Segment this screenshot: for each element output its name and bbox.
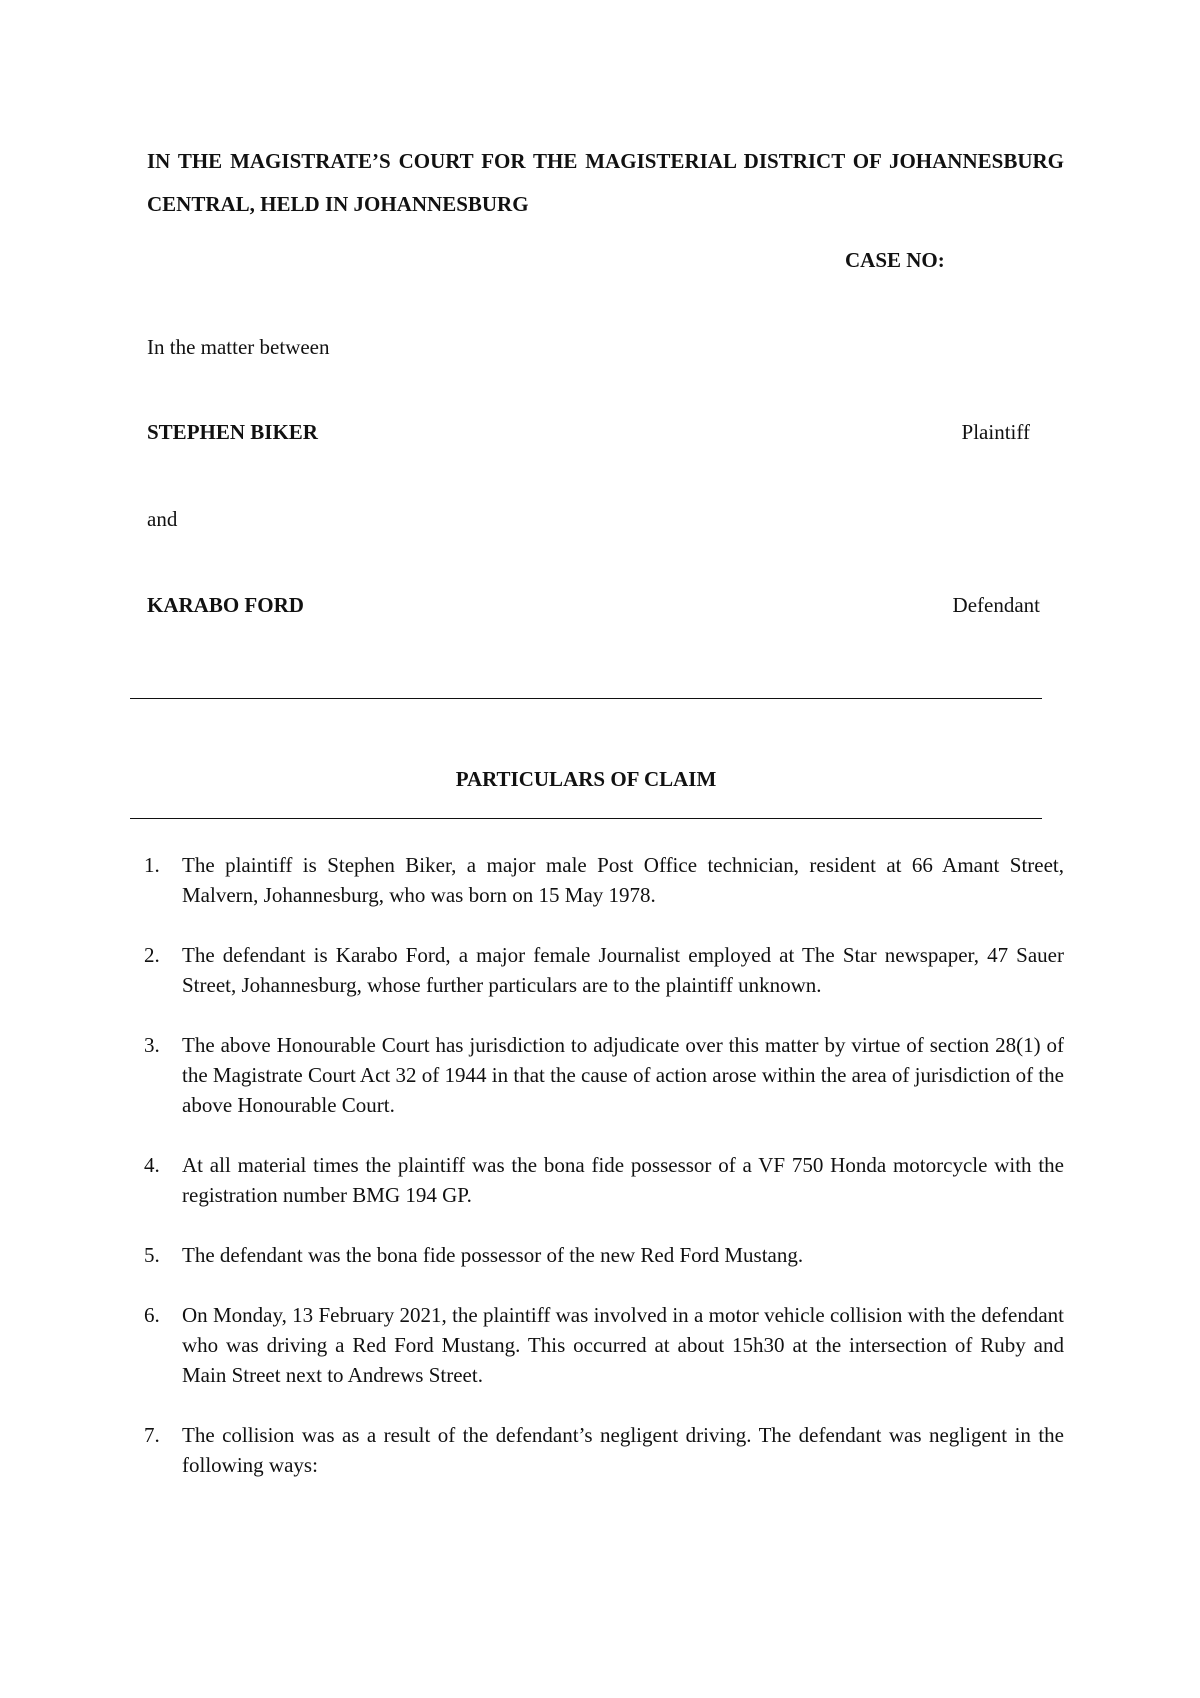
- claim-number: 1.: [144, 853, 160, 877]
- defendant-role: Defendant: [952, 593, 1040, 617]
- claim-text: The defendant was the bona fide possessor of the new Red Ford Mustang.: [182, 1243, 804, 1267]
- section-heading: PARTICULARS OF CLAIM: [455, 767, 717, 791]
- claim-text: The defendant is Karabo Ford, a major female Journalist employed at The Star newspaper, 47 Sauer Street, Johannesburg, whose further particulars are to the plaintiff unknown.: [182, 943, 1064, 997]
- claim-text: The collision was as a result of the defendant’s negligent driving. The defendant was negligent in the following ways:: [182, 1423, 1064, 1477]
- claim-item: [130, 940, 1064, 1000]
- claim-item: [130, 1240, 1064, 1270]
- matter-intro: In the matter between: [147, 335, 330, 359]
- plaintiff-role: Plaintiff: [961, 420, 1030, 444]
- case-number-label: CASE NO:: [845, 248, 945, 272]
- claim-number: 6.: [144, 1303, 160, 1327]
- claims-list: [130, 850, 1064, 1510]
- plaintiff-name: STEPHEN BIKER: [147, 420, 318, 444]
- claim-text: On Monday, 13 February 2021, the plaintiff was involved in a motor vehicle collision with the defendant who was driving a Red Ford Mustang. This occurred at about 15h30 at the intersection of Ruby and Main Street next to Andrews Street.: [182, 1303, 1064, 1387]
- claim-item: [130, 1300, 1064, 1390]
- party-conjunction: and: [147, 507, 178, 531]
- claim-item: [130, 1030, 1064, 1120]
- court-title: IN THE MAGISTRATE’S COURT FOR THE MAGISTERIAL DISTRICT OF JOHANNESBURG CENTRAL, HELD IN JOHANNESBURG: [147, 149, 1064, 216]
- claim-item: [130, 850, 1064, 910]
- claim-number: 4.: [144, 1153, 160, 1177]
- claim-text: The above Honourable Court has jurisdiction to adjudicate over this matter by virtue of section 28(1) of the Magistrate Court Act 32 of 1944 in that the cause of action arose within the area of jurisdiction of the above Honourable Court.: [182, 1033, 1064, 1117]
- claim-number: 2.: [144, 943, 160, 967]
- divider-top: [130, 698, 1042, 699]
- claim-text: The plaintiff is Stephen Biker, a major male Post Office technician, resident at 66 Amant Street, Malvern, Johannesburg, who was born on 15 May 1978.: [182, 853, 1064, 907]
- claim-number: 5.: [144, 1243, 160, 1267]
- claim-item: [130, 1150, 1064, 1210]
- claim-item: [130, 1420, 1064, 1480]
- divider-bottom: [130, 818, 1042, 819]
- defendant-name: KARABO FORD: [147, 593, 304, 617]
- claim-number: 7.: [144, 1423, 160, 1447]
- claim-number: 3.: [144, 1033, 160, 1057]
- claim-text: At all material times the plaintiff was the bona fide possessor of a VF 750 Honda motorcycle with the registration number BMG 194 GP.: [182, 1153, 1064, 1207]
